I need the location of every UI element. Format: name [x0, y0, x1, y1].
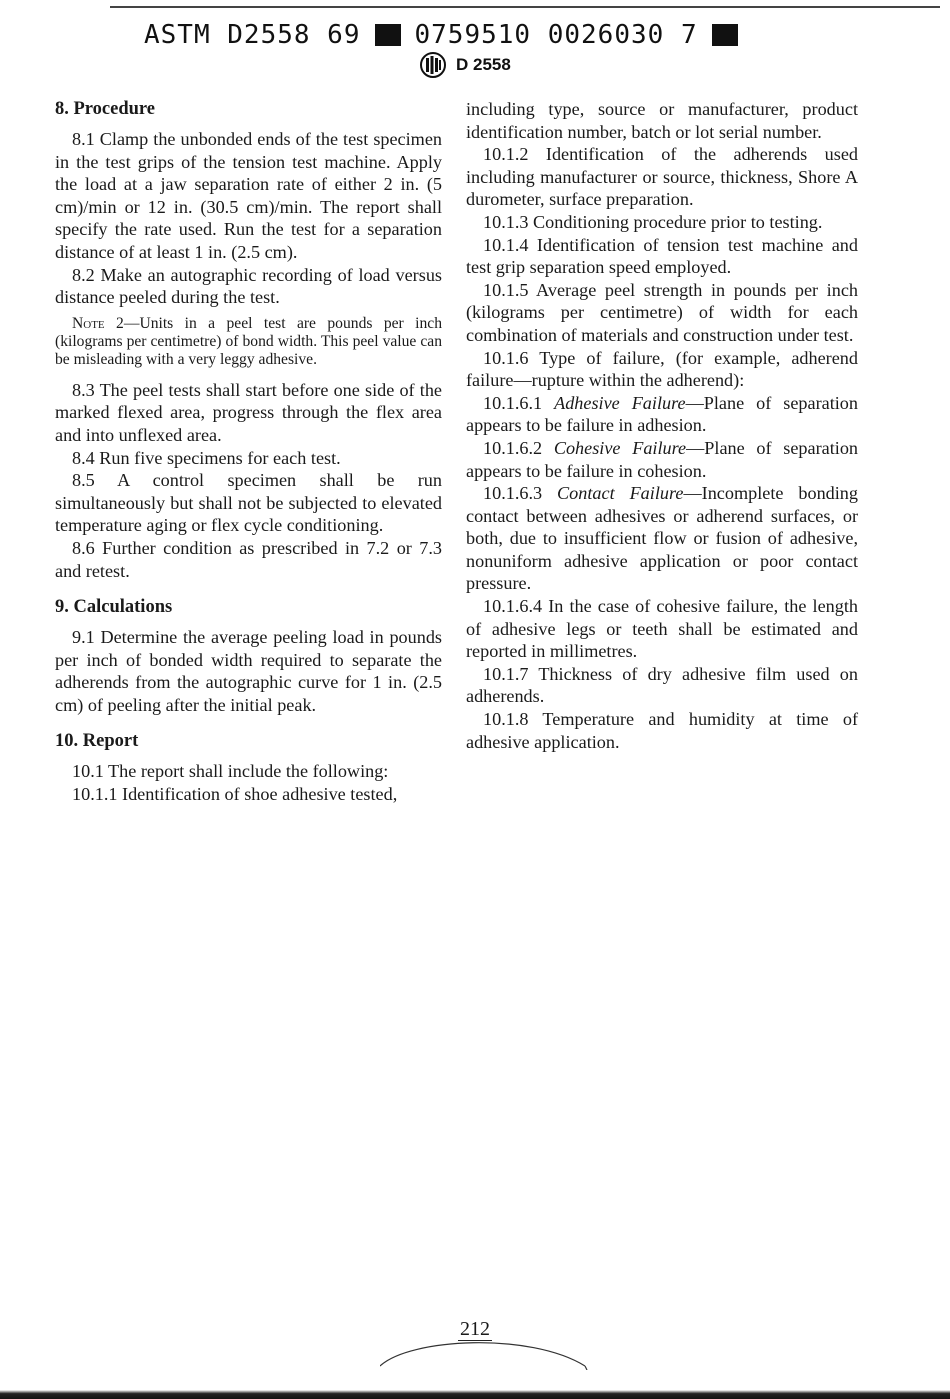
standard-heading — [420, 52, 511, 78]
para-10-1-1: 10.1.1 Identification of shoe adhesive tested, — [72, 784, 398, 805]
bottom-scan-edge — [0, 1390, 950, 1399]
top-scan-line — [110, 6, 940, 8]
document-code-header — [144, 20, 844, 50]
term: Cohesive Failure — [553, 437, 687, 458]
para-10-1-6-1 — [466, 392, 858, 437]
note-2 — [55, 315, 442, 369]
para-text: —Plane of separation appears to be failure in cohesion. — [466, 437, 859, 481]
section-8-heading: 8. Procedure — [55, 99, 156, 119]
para-8-3: 8.3 The peel tests shall start before one side of the marked flexed area, progress through the flex area and into unflexed area. — [55, 379, 442, 445]
para-8-2: 8.2 Make an autographic recording of load versus distance peeled during the test. — [55, 264, 442, 308]
right-column — [466, 98, 858, 753]
section-9-heading: 9. Calculations — [55, 597, 173, 618]
para-8-6: 8.6 Further condition as prescribed in 7.2 or 7.3 and retest. — [55, 537, 442, 581]
standard-number: D 2558 — [456, 55, 511, 74]
para-10-1-7: 10.1.7 Thickness of dry adhesive film used on adherends. — [466, 663, 858, 707]
doc-code-left: ASTM D2558 69 — [144, 20, 361, 50]
para-10-1-4: 10.1.4 Identification of tension test machine and test grip separation speed employed. — [466, 234, 858, 278]
term: Contact Failure — [557, 483, 684, 504]
term: Adhesive Failure — [554, 392, 686, 413]
para-8-4: 8.4 Run five specimens for each test. — [72, 447, 341, 468]
page-number-text: 212 — [460, 1318, 490, 1340]
para-8-1: 8.1 Clamp the unbonded ends of the test specimen in the test grips of the tension test machine. Apply the load at a jaw separation rate of either 2 in. (5 cm)/min or 12 in. (30.5 cm)/min. The report shall specify the rate used. Run the test for a separation distance of at least 1 in. (2.5 cm). — [55, 129, 442, 262]
para-9-1: 9.1 Determine the average peeling load in pounds per inch of bonded width required to separate the adherends from the autographic curve for 1 in. (2.5 cm) of peeling after the initial peak. — [55, 627, 442, 715]
para-10-1-6: 10.1.6 Type of failure, (for example, adherend failure—rupture within the adherend): — [466, 347, 858, 391]
para-10-1-6-4: 10.1.6.4 In the case of cohesive failure, the length of adhesive legs or teeth shall be estimated and reported in millimetres. — [466, 596, 858, 662]
para-number: 10.1.6.2 — [483, 437, 543, 458]
para-text: —Plane of separation appears to be failure in adhesion. — [466, 392, 858, 436]
para-10-1-5: 10.1.5 Average peel strength in pounds per inch (kilograms per centimetre) of width for each combination of materials and construction under test. — [466, 279, 858, 345]
black-block-mark — [375, 24, 401, 46]
para-10-1-6-2 — [466, 437, 858, 482]
para-10-1-8: 10.1.8 Temperature and humidity at time of adhesive application. — [466, 709, 858, 752]
para-8-5: 8.5 A control specimen shall be run simultaneously but shall not be subjected to elevated temperature aging or flex cycle conditioning. — [55, 470, 442, 536]
para-10-1: 10.1 The report shall include the following: — [72, 761, 389, 782]
para-10-1-6-3 — [466, 482, 858, 595]
section-10-heading: 10. Report — [55, 731, 139, 752]
para-10-1-3: 10.1.3 Conditioning procedure prior to testing. — [483, 211, 823, 232]
para-10-1-2: 10.1.2 Identification of the adherends used including manufacturer or source, thickness, Shore A durometer, surface preparation. — [466, 144, 858, 210]
note-label: Note 2 — [72, 314, 124, 332]
para-number: 10.1.6.1 — [483, 392, 543, 413]
astm-logo-icon — [420, 52, 446, 78]
doc-code-right: 0759510 0026030 7 — [414, 20, 698, 50]
para-text: —Incomplete bonding contact between adhesives or adherend surfaces, or both, due to insufficient flow or fusion of adhesive, nonuniform adhesive application or poor contact pressure. — [466, 483, 858, 594]
para-number: 10.1.6.3 — [483, 483, 543, 504]
note-text: —Units in a peel test are pounds per inch (kilograms per centimetre) of bond width. This peel value can be misleading with a very leggy adhesive. — [55, 314, 442, 368]
page-number-swash-icon — [380, 1334, 590, 1370]
black-block-mark — [712, 24, 738, 46]
para-10-1-1-continued: including type, source or manufacturer, product identification number, batch or lot serial number. — [466, 99, 858, 142]
left-column — [55, 98, 442, 806]
